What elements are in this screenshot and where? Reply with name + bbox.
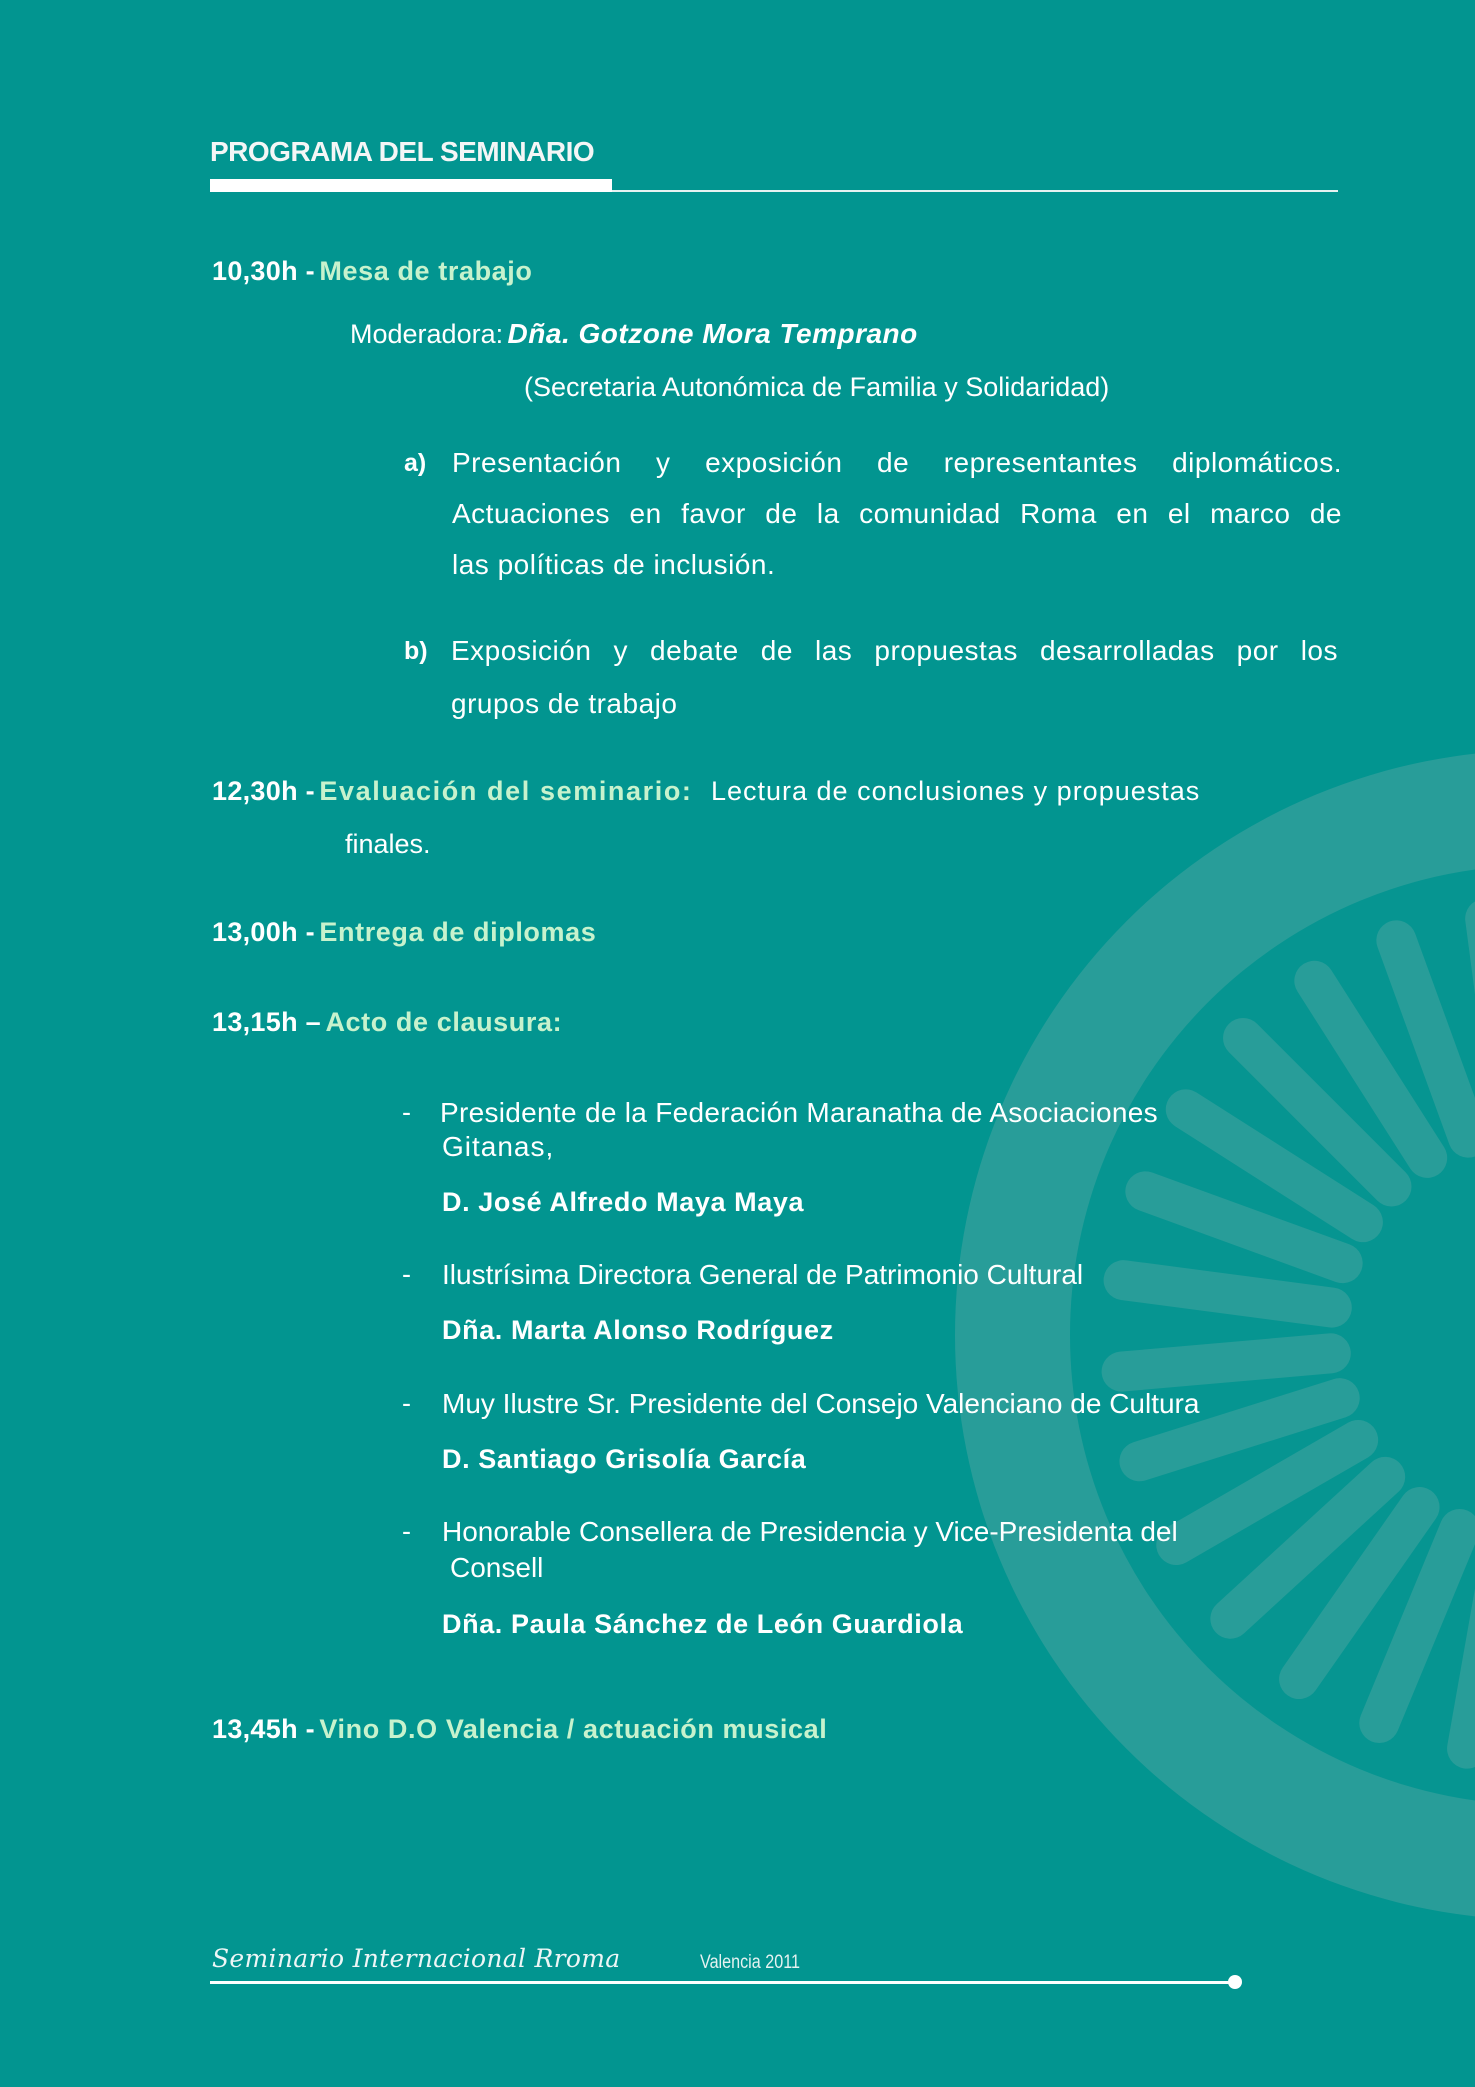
speaker-1-dash: - — [402, 1097, 411, 1127]
speaker-4-role-line-2: Consell — [450, 1552, 544, 1583]
speaker-4-dash: - — [402, 1516, 411, 1546]
moderator-line — [350, 318, 918, 350]
speaker-4-name: Dña. Paula Sánchez de León Guardiola — [442, 1609, 964, 1639]
session-title: Acto de clausura: — [325, 1007, 563, 1037]
session-title: Entrega de diplomas — [319, 917, 597, 947]
speaker-3-dash: - — [402, 1388, 411, 1418]
session-time: 13,00h - — [212, 917, 315, 947]
item-b-line-1: Exposición y debate de las propuestas desarrolladas por los — [451, 635, 1338, 666]
speaker-1-role-line-1: Presidente de la Federación Maranatha de Asociaciones — [440, 1097, 1158, 1128]
session-title: Vino D.O Valencia / actuación musical — [319, 1714, 828, 1744]
page-title: PROGRAMA DEL SEMINARIO — [210, 136, 595, 167]
speaker-1-role-line-2: Gitanas, — [442, 1131, 555, 1162]
session-text-cont: finales. — [345, 829, 431, 859]
item-a-line-1: Presentación y exposición de representantes diplomáticos. — [452, 447, 1342, 478]
speaker-2-name: Dña. Marta Alonso Rodríguez — [442, 1315, 834, 1345]
item-b-marker: b) — [404, 637, 428, 665]
header-rule-thick — [210, 179, 612, 192]
session-time: 13,45h - — [212, 1714, 315, 1744]
session-time: 13,15h – — [212, 1007, 321, 1037]
session-title: Evaluación del seminario: — [319, 776, 693, 806]
moderator-label: Moderadora: — [350, 319, 504, 349]
session-text: Lectura de conclusiones y propuestas — [710, 776, 1201, 806]
session-1300-heading — [212, 917, 596, 948]
item-a-marker: a) — [404, 449, 427, 477]
session-time: 10,30h - — [212, 256, 315, 286]
footer-rule-dot — [1228, 1975, 1242, 1989]
session-1230-heading — [212, 776, 1200, 807]
header-rule-thin — [612, 190, 1338, 192]
speaker-4-role-line-1: Honorable Consellera de Presidencia y Vice-Presidenta del — [442, 1516, 1178, 1547]
speaker-2-role: Ilustrísima Directora General de Patrimonio Cultural — [442, 1259, 1084, 1290]
session-1315-heading — [212, 1007, 562, 1038]
item-a-line-3: las políticas de inclusión. — [452, 549, 776, 580]
footer-series-logo: Seminario Internacional Rroma — [212, 1944, 621, 1973]
speaker-1-name: D. José Alfredo Maya Maya — [442, 1187, 805, 1217]
session-1030-heading — [212, 256, 532, 287]
moderator-role: (Secretaria Autonómica de Familia y Solidaridad) — [524, 372, 1110, 402]
session-time: 12,30h - — [212, 776, 315, 806]
speaker-3-name: D. Santiago Grisolía García — [442, 1444, 807, 1474]
session-title: Mesa de trabajo — [319, 256, 533, 286]
footer-city-year: Valencia 2011 — [700, 1952, 800, 1973]
speaker-2-dash: - — [402, 1259, 411, 1289]
speaker-3-role: Muy Ilustre Sr. Presidente del Consejo Valenciano de Cultura — [442, 1388, 1200, 1419]
footer-rule — [210, 1981, 1236, 1984]
item-b-line-2: grupos de trabajo — [451, 688, 678, 719]
item-a-line-2: Actuaciones en favor de la comunidad Roma en el marco de — [452, 498, 1342, 529]
session-1345-heading — [212, 1714, 827, 1745]
moderator-name: Dña. Gotzone Mora Temprano — [507, 318, 918, 349]
page-header — [210, 136, 594, 168]
